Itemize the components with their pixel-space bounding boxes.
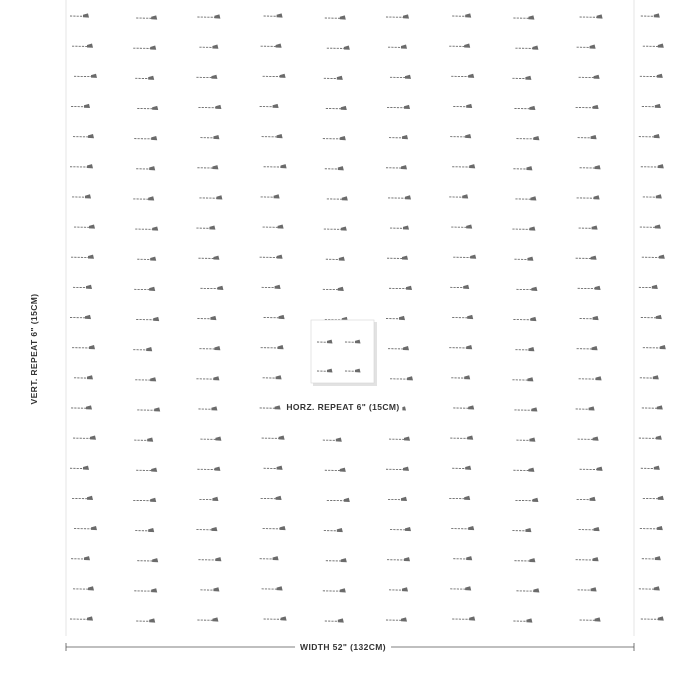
pattern-mark (640, 375, 659, 379)
pattern-mark (643, 44, 664, 48)
pattern-mark (639, 285, 658, 289)
pattern-mark (640, 74, 663, 78)
vertical-repeat-label: VERT. REPEAT 6" (15CM) (29, 293, 39, 405)
width-label: WIDTH 52" (132CM) (295, 642, 391, 652)
pattern-mark (643, 345, 666, 349)
pattern-mark (642, 405, 663, 409)
pattern-mark (643, 496, 664, 500)
pattern-mark (639, 436, 662, 440)
pattern-mark (640, 526, 663, 530)
horizontal-repeat-label: HORZ. REPEAT 6" (15CM) (283, 402, 402, 412)
pattern-mark (642, 556, 661, 560)
repeat-swatch-tile (311, 320, 374, 383)
pattern-mark (640, 224, 661, 228)
pattern-mark (641, 164, 664, 168)
pattern-mark (641, 616, 664, 620)
pattern-mark (639, 134, 660, 138)
repeat-swatch (311, 320, 377, 386)
pattern-mark (643, 194, 662, 198)
pattern-mark (641, 315, 662, 319)
pattern-mark (642, 104, 661, 108)
fabric-panel (66, 0, 634, 636)
pattern-mark (641, 13, 660, 17)
pattern-mark (642, 255, 665, 259)
pattern-mark (641, 466, 660, 470)
pattern-mark (639, 586, 660, 590)
